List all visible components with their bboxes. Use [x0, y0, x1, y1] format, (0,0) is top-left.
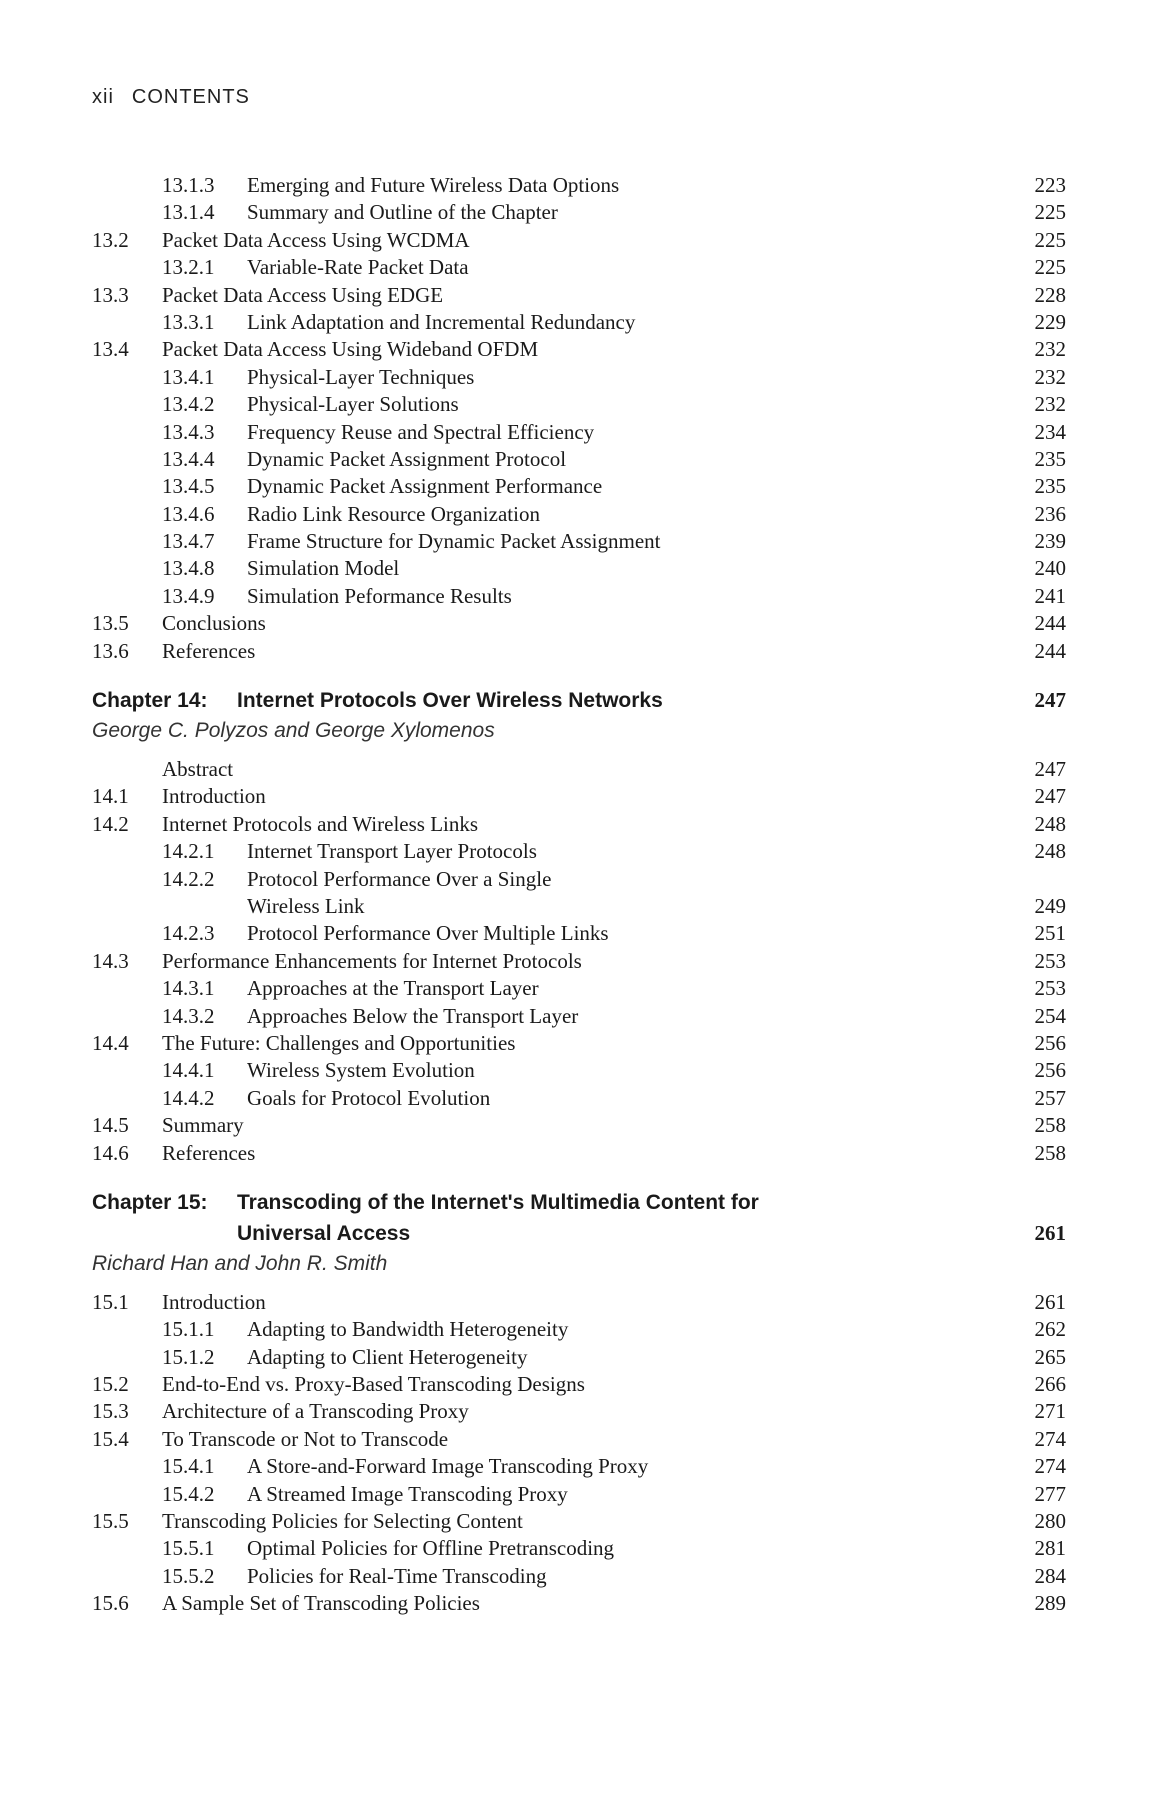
running-head	[92, 86, 250, 109]
entry-page: 251	[1034, 921, 1066, 946]
entry-number: 15.5	[92, 1509, 129, 1534]
entry-page: 274	[1034, 1454, 1066, 1479]
entry-page: 253	[1034, 948, 1066, 973]
toc-entry[interactable]	[92, 419, 1066, 446]
entry-title: Variable-Rate Packet Data	[247, 255, 469, 280]
entry-number: 13.4	[92, 337, 129, 362]
chapter-15-heading	[92, 1187, 1066, 1279]
entry-title: Approaches Below the Transport Layer	[247, 1003, 579, 1028]
entry-title: Conclusions	[162, 611, 266, 636]
toc-entry[interactable]	[92, 1398, 1066, 1425]
entry-number: 14.4.2	[162, 1085, 215, 1110]
entry-number: 13.6	[92, 638, 129, 663]
entry-title: Frequency Reuse and Spectral Efficiency	[247, 419, 595, 444]
toc-entry[interactable]	[92, 391, 1066, 418]
entry-number: 13.2	[92, 227, 129, 252]
entry-title: Wireless Link	[247, 893, 365, 918]
entry-number: 15.1.1	[162, 1317, 215, 1342]
entry-title: A Streamed Image Transcoding Proxy	[247, 1481, 568, 1506]
entry-title: References	[162, 1140, 256, 1165]
toc-entry[interactable]	[92, 473, 1066, 500]
toc-entry[interactable]	[92, 1057, 1066, 1084]
toc-entry[interactable]	[92, 1481, 1066, 1508]
entry-page: 229	[1034, 309, 1066, 334]
toc-entry[interactable]	[92, 555, 1066, 582]
entry-page: 247	[1034, 757, 1066, 782]
entry-title: Internet Transport Layer Protocols	[247, 839, 537, 864]
entry-title: To Transcode or Not to Transcode	[162, 1426, 449, 1451]
entry-page: 253	[1034, 976, 1066, 1001]
toc-entry[interactable]	[92, 783, 1066, 810]
entry-title: Policies for Real-Time Transcoding	[247, 1563, 547, 1588]
entry-page: 258	[1034, 1140, 1066, 1165]
toc-entry[interactable]	[92, 1030, 1066, 1057]
entry-page: 247	[1034, 784, 1066, 809]
entry-number: 14.4	[92, 1030, 129, 1055]
entry-title: Internet Protocols and Wireless Links	[162, 811, 479, 836]
entry-page: 266	[1034, 1372, 1066, 1397]
toc-entry[interactable]	[92, 1316, 1066, 1343]
entry-title: Dynamic Packet Assignment Protocol	[247, 446, 567, 471]
entry-number: 13.4.8	[162, 556, 215, 581]
entry-page: 281	[1034, 1536, 1066, 1561]
entry-number: 14.1	[92, 784, 129, 809]
entry-number: 13.2.1	[162, 255, 215, 280]
toc-entry[interactable]	[92, 866, 1066, 893]
chapter-14-list	[92, 756, 1066, 1167]
toc-entry[interactable]	[92, 199, 1066, 226]
toc-entry[interactable]	[92, 838, 1066, 865]
entry-number: 15.1	[92, 1289, 129, 1314]
chapter-title: Internet Protocols Over Wireless Networks	[237, 689, 663, 713]
entry-number: 14.4.1	[162, 1058, 215, 1083]
entry-title: A Store-and-Forward Image Transcoding Proxy	[247, 1454, 649, 1479]
chapter-authors: Richard Han and John R. Smith	[92, 1251, 388, 1275]
entry-page: 223	[1034, 173, 1066, 197]
entry-number: 14.5	[92, 1113, 129, 1138]
entry-title: Wireless System Evolution	[247, 1058, 475, 1083]
entry-page: 225	[1034, 227, 1066, 252]
toc-entry[interactable]	[92, 1590, 1066, 1617]
entry-number: 13.4.4	[162, 446, 215, 471]
entry-title: Adapting to Bandwidth Heterogeneity	[247, 1317, 569, 1342]
entry-number: 15.5.2	[162, 1563, 215, 1588]
entry-page: 236	[1034, 501, 1066, 526]
entry-title: Packet Data Access Using EDGE	[162, 282, 444, 307]
entry-title: Protocol Performance Over a Single	[247, 866, 552, 891]
entry-number: 15.4.2	[162, 1481, 215, 1506]
entry-title: Radio Link Resource Organization	[247, 501, 540, 526]
toc-entry[interactable]	[92, 227, 1066, 254]
entry-title: Protocol Performance Over Multiple Links	[247, 921, 609, 946]
entry-page: 271	[1034, 1399, 1066, 1424]
entry-number: 14.3.1	[162, 976, 215, 1001]
entry-title: Emerging and Future Wireless Data Options	[247, 173, 620, 197]
entry-page: 225	[1034, 200, 1066, 225]
entry-number: 15.6	[92, 1591, 129, 1616]
toc-entry[interactable]	[92, 1563, 1066, 1590]
entry-title: Simulation Model	[247, 556, 400, 581]
chapter-label: Chapter 14:	[92, 689, 208, 713]
entry-page: 249	[1034, 893, 1066, 918]
entry-number: 13.4.2	[162, 392, 215, 417]
page-number: xii	[92, 86, 114, 108]
entry-number: 13.3.1	[162, 309, 215, 334]
toc-entry[interactable]	[92, 1112, 1066, 1139]
entry-page: 289	[1034, 1591, 1066, 1616]
entry-title: Abstract	[162, 757, 234, 782]
entry-page: 248	[1034, 839, 1066, 864]
entry-title: Dynamic Packet Assignment Performance	[247, 474, 603, 499]
toc-entry[interactable]	[92, 528, 1066, 555]
toc-entry[interactable]	[92, 1535, 1066, 1562]
chapter-page: 261	[1034, 1220, 1066, 1245]
entry-page: 284	[1034, 1563, 1066, 1588]
entry-number: 13.4.3	[162, 419, 215, 444]
entry-number: 14.2.2	[162, 866, 215, 891]
entry-title: Architecture of a Transcoding Proxy	[162, 1399, 469, 1424]
entry-title: Introduction	[162, 784, 266, 809]
toc-entry[interactable]	[92, 1344, 1066, 1371]
toc-entry[interactable]	[92, 583, 1066, 610]
entry-page: 256	[1034, 1030, 1066, 1055]
entry-title: References	[162, 638, 256, 663]
entry-page: 277	[1034, 1481, 1066, 1506]
entry-title: Introduction	[162, 1289, 266, 1314]
entry-number: 13.1.3	[162, 173, 215, 197]
toc-entry[interactable]	[92, 309, 1066, 336]
entry-title: Simulation Peformance Results	[247, 583, 512, 608]
entry-page: 274	[1034, 1426, 1066, 1451]
entry-page: 234	[1034, 419, 1066, 444]
entry-page: 235	[1034, 474, 1066, 499]
toc-entry[interactable]	[92, 1140, 1066, 1167]
entry-title: Packet Data Access Using WCDMA	[162, 227, 470, 252]
entry-number: 13.4.1	[162, 364, 215, 389]
toc-entry[interactable]	[92, 811, 1066, 838]
entry-title: Performance Enhancements for Internet Protocols	[162, 948, 582, 973]
toc-entry[interactable]	[92, 501, 1066, 528]
entry-number: 15.3	[92, 1399, 129, 1424]
chapter-authors: George C. Polyzos and George Xylomenos	[92, 719, 495, 743]
entry-page: 232	[1034, 364, 1066, 389]
entry-page: 244	[1034, 611, 1066, 636]
entry-number: 14.2	[92, 811, 129, 836]
chapter-15-list	[92, 1289, 1066, 1618]
entry-page: 240	[1034, 556, 1066, 581]
entry-page: 262	[1034, 1317, 1066, 1342]
entry-page: 258	[1034, 1113, 1066, 1138]
entry-number: 14.2.3	[162, 921, 215, 946]
chapter-13-continued-list	[92, 172, 1066, 665]
entry-number: 13.4.7	[162, 529, 215, 554]
toc-entry[interactable]	[92, 336, 1066, 363]
entry-number: 15.4	[92, 1426, 129, 1451]
toc-entry[interactable]	[92, 172, 1066, 199]
entry-title: Adapting to Client Heterogeneity	[247, 1344, 528, 1369]
toc-entry[interactable]	[92, 1003, 1066, 1030]
toc-entry[interactable]	[92, 893, 1066, 920]
entry-page: 261	[1034, 1289, 1066, 1314]
chapter-page: 247	[1034, 688, 1066, 713]
entry-page: 228	[1034, 282, 1066, 307]
entry-number: 14.3	[92, 948, 129, 973]
entry-page: 254	[1034, 1003, 1066, 1028]
running-head-title: CONTENTS	[131, 86, 250, 108]
toc-entry[interactable]	[92, 364, 1066, 391]
entry-page: 232	[1034, 337, 1066, 362]
toc-entry[interactable]	[92, 638, 1066, 665]
toc-entry[interactable]	[92, 446, 1066, 473]
entry-title: Summary	[162, 1113, 244, 1138]
entry-title: Optimal Policies for Offline Pretranscoding	[247, 1536, 615, 1561]
entry-page: 257	[1034, 1085, 1066, 1110]
entry-number: 15.2	[92, 1372, 129, 1397]
entry-title: End-to-End vs. Proxy-Based Transcoding Designs	[162, 1372, 585, 1397]
toc-entry[interactable]	[92, 1508, 1066, 1535]
chapter-title-line-2: Universal Access	[237, 1221, 411, 1245]
toc-entry[interactable]	[92, 1085, 1066, 1112]
chapter-14-heading	[92, 685, 1066, 746]
entry-number: 15.5.1	[162, 1536, 215, 1561]
entry-number: 13.5	[92, 611, 129, 636]
entry-title: The Future: Challenges and Opportunities	[162, 1030, 516, 1055]
entry-title: A Sample Set of Transcoding Policies	[162, 1591, 480, 1616]
entry-page: 244	[1034, 638, 1066, 663]
chapter-title-line-1: Transcoding of the Internet's Multimedia Content for	[237, 1190, 759, 1214]
entry-title: Approaches at the Transport Layer	[247, 976, 539, 1001]
entry-title: Goals for Protocol Evolution	[247, 1085, 491, 1110]
entry-title: Physical-Layer Techniques	[247, 364, 475, 389]
entry-page: 225	[1034, 255, 1066, 280]
chapter-label: Chapter 15:	[92, 1190, 208, 1214]
entry-number: 13.4.9	[162, 583, 215, 608]
entry-number: 13.3	[92, 282, 129, 307]
entry-page: 232	[1034, 392, 1066, 417]
toc-entry[interactable]	[92, 254, 1066, 281]
toc-entry[interactable]	[92, 1289, 1066, 1316]
entry-title: Summary and Outline of the Chapter	[247, 200, 558, 225]
entry-number: 14.2.1	[162, 839, 215, 864]
entry-page: 248	[1034, 811, 1066, 836]
toc-entry[interactable]	[92, 975, 1066, 1002]
entry-title: Link Adaptation and Incremental Redundancy	[247, 309, 636, 334]
table-of-contents	[92, 172, 1066, 1618]
toc-entry[interactable]	[92, 282, 1066, 309]
entry-page: 256	[1034, 1058, 1066, 1083]
entry-page: 280	[1034, 1509, 1066, 1534]
toc-entry[interactable]	[92, 1371, 1066, 1398]
entry-title: Physical-Layer Solutions	[247, 392, 459, 417]
toc-entry[interactable]	[92, 1426, 1066, 1453]
entry-number: 14.3.2	[162, 1003, 215, 1028]
entry-number: 13.4.5	[162, 474, 215, 499]
toc-entry[interactable]	[92, 1453, 1066, 1480]
entry-title: Packet Data Access Using Wideband OFDM	[162, 337, 539, 362]
entry-number: 13.4.6	[162, 501, 215, 526]
entry-page: 235	[1034, 446, 1066, 471]
entry-title: Transcoding Policies for Selecting Content	[162, 1509, 523, 1534]
entry-title: Frame Structure for Dynamic Packet Assignment	[247, 529, 661, 554]
entry-number: 15.4.1	[162, 1454, 215, 1479]
toc-entry[interactable]	[92, 610, 1066, 637]
entry-page: 239	[1034, 529, 1066, 554]
toc-entry[interactable]	[92, 920, 1066, 947]
entry-page: 241	[1034, 583, 1066, 608]
entry-page: 265	[1034, 1344, 1066, 1369]
entry-number: 15.1.2	[162, 1344, 215, 1369]
entry-number: 13.1.4	[162, 200, 215, 225]
toc-entry[interactable]	[92, 756, 1066, 783]
entry-number: 14.6	[92, 1140, 129, 1165]
toc-entry[interactable]	[92, 948, 1066, 975]
